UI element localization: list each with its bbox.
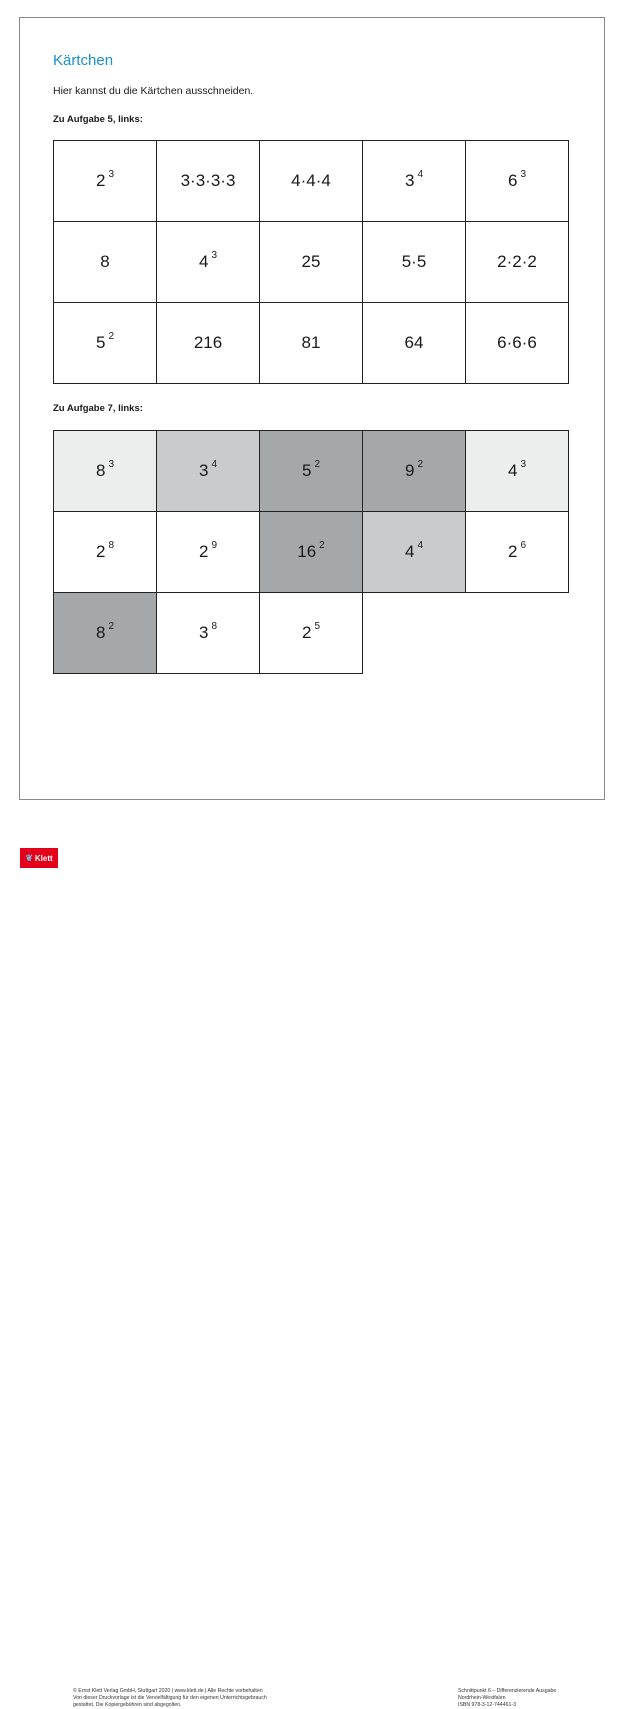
card-row [54, 222, 569, 303]
power-exponent: 4 [417, 539, 424, 551]
card-value: 8 [100, 252, 110, 271]
power-exponent: 2 [314, 458, 321, 470]
card [260, 431, 363, 512]
card [54, 512, 157, 593]
power-exponent: 3 [211, 249, 218, 261]
card [466, 431, 569, 512]
card-row [54, 431, 569, 512]
card [157, 512, 260, 593]
card-value: 216 [193, 333, 223, 352]
card-value: 3·3·3·3 [180, 171, 236, 190]
card [54, 222, 157, 303]
power-exponent: 2 [319, 539, 325, 551]
power-exponent: 2 [417, 458, 424, 470]
power-exponent: 3 [108, 168, 115, 180]
card [363, 431, 466, 512]
card [54, 593, 157, 674]
power-base: 16 [297, 542, 317, 561]
card-value: 5·5 [401, 252, 427, 271]
power-exponent: 3 [520, 458, 527, 470]
intro-text: Hier kannst du die Kärtchen ausschneiden. [53, 85, 254, 97]
card [363, 303, 466, 384]
footer-line: Schnittpunkt 6 – Differenzierende Ausgabe [458, 1688, 557, 1694]
card-row [54, 303, 569, 384]
power-base: 2 [198, 542, 209, 561]
power-exponent: 5 [314, 620, 321, 632]
logo-text: Klett [34, 853, 53, 863]
power-base: 4 [404, 542, 415, 561]
footer-line: Von dieser Druckvorlage ist die Vervielfältigung für den eigenen Unterrichtsgebrauch [73, 1695, 267, 1701]
empty-slot [465, 593, 568, 674]
card [260, 593, 363, 674]
power-base: 3 [404, 171, 415, 190]
card-row [54, 593, 569, 674]
power-exponent: 8 [211, 620, 218, 632]
card [466, 141, 569, 222]
card [260, 141, 363, 222]
power-base: 2 [95, 542, 106, 561]
card-row [54, 141, 569, 222]
card-grid-aufgabe-7 [53, 430, 569, 674]
card [157, 431, 260, 512]
page-title: Kärtchen [53, 52, 114, 69]
footer-line: gestattet. Die Kopiergebühren sind abgegolten. [73, 1702, 182, 1708]
klett-logo [20, 848, 58, 868]
power-base: 8 [95, 623, 106, 642]
card [54, 303, 157, 384]
power-base: 9 [404, 461, 415, 480]
power-exponent: 2 [108, 620, 115, 632]
power-exponent: 3 [108, 458, 115, 470]
section-label-aufgabe-7: Zu Aufgabe 7, links: [53, 403, 143, 414]
empty-slot [363, 593, 466, 674]
card-value: 64 [404, 333, 424, 352]
power-base: 6 [507, 171, 518, 190]
card-value: 4·4·4 [291, 171, 331, 190]
card-value: 81 [301, 333, 321, 352]
card [157, 593, 260, 674]
card [260, 512, 363, 593]
card-value: 2·2·2 [497, 252, 537, 271]
card [157, 222, 260, 303]
power-base: 8 [95, 461, 106, 480]
card [260, 222, 363, 303]
power-base: 2 [95, 171, 106, 190]
power-exponent: 8 [108, 539, 115, 551]
power-base: 4 [507, 461, 518, 480]
card-value: 25 [301, 252, 321, 271]
power-exponent: 6 [520, 539, 527, 551]
footer-line: ISBN 978-3-12-744461-3 [458, 1702, 516, 1708]
klett-flame-icon: ❦ [25, 852, 33, 863]
power-base: 5 [95, 333, 106, 352]
card [466, 512, 569, 593]
power-base: 5 [301, 461, 312, 480]
card [54, 141, 157, 222]
power-base: 2 [301, 623, 312, 642]
section-label-aufgabe-5: Zu Aufgabe 5, links: [53, 114, 143, 125]
power-exponent: 4 [211, 458, 218, 470]
power-base: 4 [198, 252, 209, 271]
footer-book-info [458, 1688, 598, 1709]
power-exponent: 2 [108, 330, 115, 342]
card [157, 141, 260, 222]
footer-line: Nordrhein-Westfalen [458, 1695, 506, 1701]
power-exponent: 3 [520, 168, 527, 180]
card [157, 303, 260, 384]
card [260, 303, 363, 384]
footer-copyright [73, 1688, 293, 1709]
power-exponent: 9 [211, 539, 218, 551]
card [466, 303, 569, 384]
card-value: 6·6·6 [497, 333, 537, 352]
power-exponent: 4 [417, 168, 424, 180]
power-base: 3 [198, 461, 209, 480]
card [54, 431, 157, 512]
power-base: 2 [507, 542, 518, 561]
card-row [54, 512, 569, 593]
card [363, 512, 466, 593]
card [363, 222, 466, 303]
footer-line: © Ernst Klett Verlag GmbH, Stuttgart 2020 | www.klett.de | Alle Rechte vorbehalten [73, 1688, 263, 1694]
card [466, 222, 569, 303]
card-grid-aufgabe-5 [53, 140, 569, 384]
card [363, 141, 466, 222]
power-base: 3 [198, 623, 209, 642]
